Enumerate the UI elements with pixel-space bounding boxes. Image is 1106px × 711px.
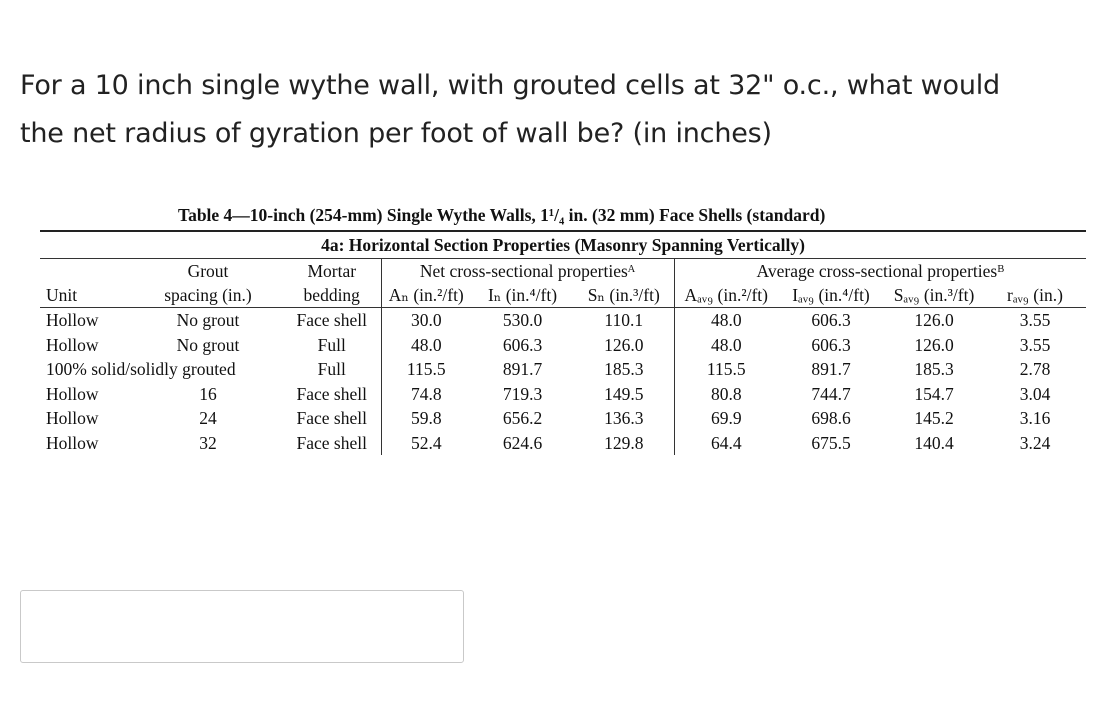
cell-savg: 126.0 [914,310,954,330]
col-in: Iₙ (in.⁴/ft) [471,283,574,308]
cell-spacing: No grout [176,334,240,355]
cell-savg: 185.3 [914,359,954,379]
table-subcaption: 4a: Horizontal Section Properties (Masonry Spanning Vertically) [321,235,805,255]
properties-table-figure [40,200,1086,455]
cell-in: 624.6 [502,432,543,453]
table-row [40,382,1086,407]
cell-savg: 145.2 [914,408,954,428]
cell-spacing: 32 [199,432,217,453]
cell-ravg: 3.24 [1019,432,1051,453]
cell-unit: Hollow [46,432,99,453]
cell-sn: 136.3 [604,408,644,428]
header-mortar: Mortar [307,261,357,281]
cell-an: 30.0 [381,308,471,333]
cell-in: 891.7 [502,359,543,379]
cell-bedding: Face shell [296,432,367,453]
table-row [40,333,1086,358]
cell-in: 606.3 [502,334,543,355]
cell-sn: 129.8 [604,432,644,453]
cell-sn: 110.1 [604,310,644,330]
cell-sn: 126.0 [604,334,644,355]
cell-iavg: 675.5 [811,432,851,453]
properties-table [40,259,1086,455]
cell-unit: Hollow [46,383,99,404]
cell-iavg: 744.7 [811,383,851,404]
cell-sn: 149.5 [604,383,644,404]
cell-bedding: Face shell [296,310,367,330]
table-row [40,308,1086,333]
cell-ravg: 2.78 [1019,359,1051,379]
cell-spacing: No grout [176,310,240,330]
column-header-row [40,283,1086,308]
col-savg: Sₐᵥ₉ (in.³/ft) [884,283,984,308]
header-grout: Grout [187,261,229,281]
cell-in: 530.0 [502,310,543,330]
col-unit: Unit [40,283,133,308]
cell-aavg: 69.9 [674,406,778,431]
cell-ravg: 3.55 [1019,334,1051,355]
cell-aavg: 64.4 [674,431,778,456]
table-row [40,431,1086,456]
cell-aavg: 115.5 [674,357,778,382]
cell-ravg: 3.55 [1019,310,1051,330]
col-an: Aₙ (in.²/ft) [381,283,471,308]
col-spacing: spacing (in.) [133,283,283,308]
table-row [40,406,1086,431]
cell-spacing: 24 [199,408,217,428]
cell-sn: 185.3 [604,359,644,379]
header-average-properties: Average cross-sectional propertiesᴮ [674,259,1086,283]
col-aavg: Aₐᵥ₉ (in.²/ft) [674,283,778,308]
cell-bedding: Full [317,359,346,379]
cell-aavg: 80.8 [674,382,778,407]
cell-iavg: 606.3 [811,310,851,330]
cell-an: 48.0 [381,333,471,358]
col-bedding: bedding [283,283,381,308]
cell-in: 656.2 [502,408,543,428]
cell-unit: Hollow [46,310,99,330]
cell-iavg: 698.6 [811,408,851,428]
cell-bedding: Face shell [296,383,367,404]
cell-savg: 126.0 [914,334,954,355]
col-ravg: rₐᵥ₉ (in.) [984,283,1086,308]
cell-unit: Hollow [46,408,99,428]
cell-ravg: 3.04 [1019,383,1051,404]
cell-savg: 140.4 [914,432,954,453]
cell-ravg: 3.16 [1019,408,1051,428]
cell-unit: Hollow [46,334,99,355]
cell-aavg: 48.0 [674,333,778,358]
cell-spacing: 16 [199,383,217,404]
col-sn: Sₙ (in.³/ft) [574,283,674,308]
question-line-2: the net radius of gyration per foot of wall be? (in inches) [20,118,772,149]
cell-an: 115.5 [381,357,471,382]
cell-bedding: Full [317,334,346,355]
table-caption: Table 4—10-inch (254-mm) Single Wythe Walls, 1¹/₄ in. (32 mm) Face Shells (standard) [178,205,826,225]
answer-input[interactable] [20,590,464,663]
cell-an: 59.8 [381,406,471,431]
cell-unit: 100% solid/solidly grouted [46,359,236,379]
cell-an: 74.8 [381,382,471,407]
cell-aavg: 48.0 [674,308,778,333]
cell-iavg: 891.7 [811,359,851,379]
cell-bedding: Face shell [296,408,367,428]
question-text [20,62,1080,158]
col-iavg: Iₐᵥ₉ (in.⁴/ft) [778,283,884,308]
cell-iavg: 606.3 [811,334,851,355]
table-row [40,357,1086,382]
group-header-row [40,259,1086,283]
question-line-1: For a 10 inch single wythe wall, with grouted cells at 32" o.c., what would [20,70,1000,101]
cell-savg: 154.7 [914,383,954,404]
header-net-properties: Net cross-sectional propertiesᴬ [381,259,674,283]
cell-an: 52.4 [381,431,471,456]
cell-in: 719.3 [502,383,543,404]
